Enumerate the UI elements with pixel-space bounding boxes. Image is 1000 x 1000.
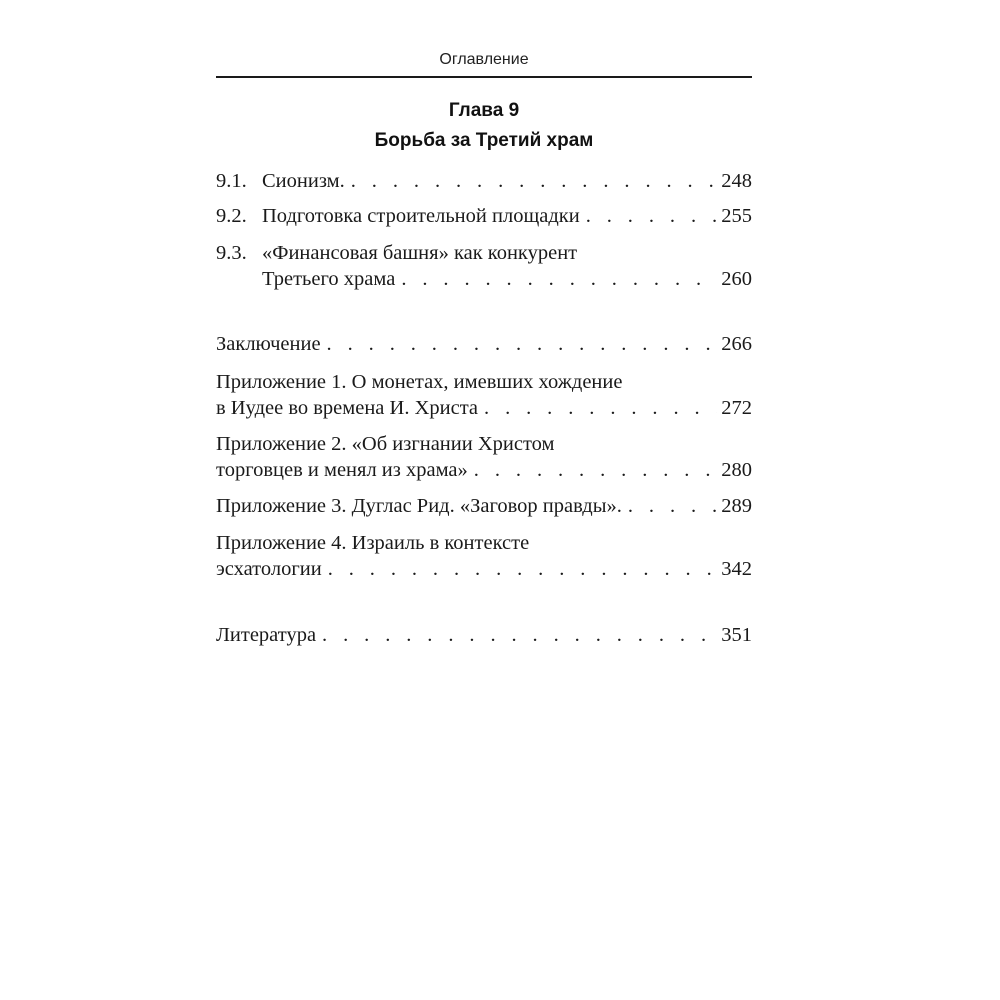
- dot-leader: [586, 201, 718, 231]
- toc-entry-9-2: [216, 201, 752, 231]
- dot-leader: [327, 329, 718, 359]
- toc-entry-title: Литература: [216, 624, 317, 646]
- dot-leader: [328, 554, 718, 584]
- toc-entry-page: 342: [721, 558, 752, 580]
- toc-entry-page: 289: [721, 495, 752, 517]
- toc-entry-page: 255: [721, 205, 752, 227]
- toc-entry-page: 272: [721, 397, 752, 419]
- toc-entry-appendix-1: [216, 393, 752, 423]
- dot-leader: [322, 620, 717, 650]
- dot-leader: [474, 455, 717, 485]
- toc-entry-page: 260: [721, 268, 752, 290]
- toc-entry-title: эсхатологии: [216, 558, 322, 580]
- toc-entry-title: в Иудее во времена И. Христа: [216, 397, 479, 419]
- toc-entry-page: 280: [721, 459, 752, 481]
- dot-leader: [628, 491, 717, 521]
- toc-entry-page: 351: [721, 624, 752, 646]
- toc-entry-title: Третьего храма: [262, 268, 396, 290]
- toc-entry-number: 9.2.: [216, 205, 247, 227]
- toc-entry-title: Заключение: [216, 333, 321, 355]
- dot-leader: [484, 393, 717, 423]
- toc-entry-appendix-2: [216, 455, 752, 485]
- toc-entry-number: 9.1.: [216, 170, 247, 192]
- dot-leader: [401, 264, 717, 294]
- dot-leader: [351, 166, 718, 196]
- header-rule: [216, 76, 752, 78]
- toc-entry-title: Приложение 1. О монетах, имевших хождение: [216, 371, 623, 393]
- toc-entry-9-3: [216, 264, 752, 294]
- toc-entry-title: «Финансовая башня» как конкурент: [262, 242, 578, 264]
- chapter-number: Глава 9: [448, 100, 520, 121]
- toc-entry-title: торговцев и менял из храма»: [216, 459, 468, 481]
- toc-entry-title: Подготовка строительной площадки: [262, 205, 580, 227]
- chapter-title: Борьба за Третий храм: [374, 130, 594, 151]
- toc-entry-page: 248: [721, 170, 752, 192]
- toc-entry-title: Приложение 2. «Об изгнании Христом: [216, 433, 555, 455]
- toc-entry-9-1: [216, 166, 752, 196]
- running-head: Оглавление: [439, 51, 529, 68]
- toc-entry-page: 266: [721, 333, 752, 355]
- toc-entry-appendix-4: [216, 554, 752, 584]
- toc-entry-title: Сионизм.: [262, 170, 345, 192]
- toc-entry-title: Приложение 3. Дуглас Рид. «Заговор правды».: [216, 495, 622, 517]
- toc-entry-appendix-3: [216, 491, 752, 521]
- toc-entry-literature: [216, 620, 752, 650]
- toc-entry-title: Приложение 4. Израиль в контексте: [216, 532, 530, 554]
- toc-entry-conclusion: [216, 329, 752, 359]
- toc-entry-number: 9.3.: [216, 242, 247, 264]
